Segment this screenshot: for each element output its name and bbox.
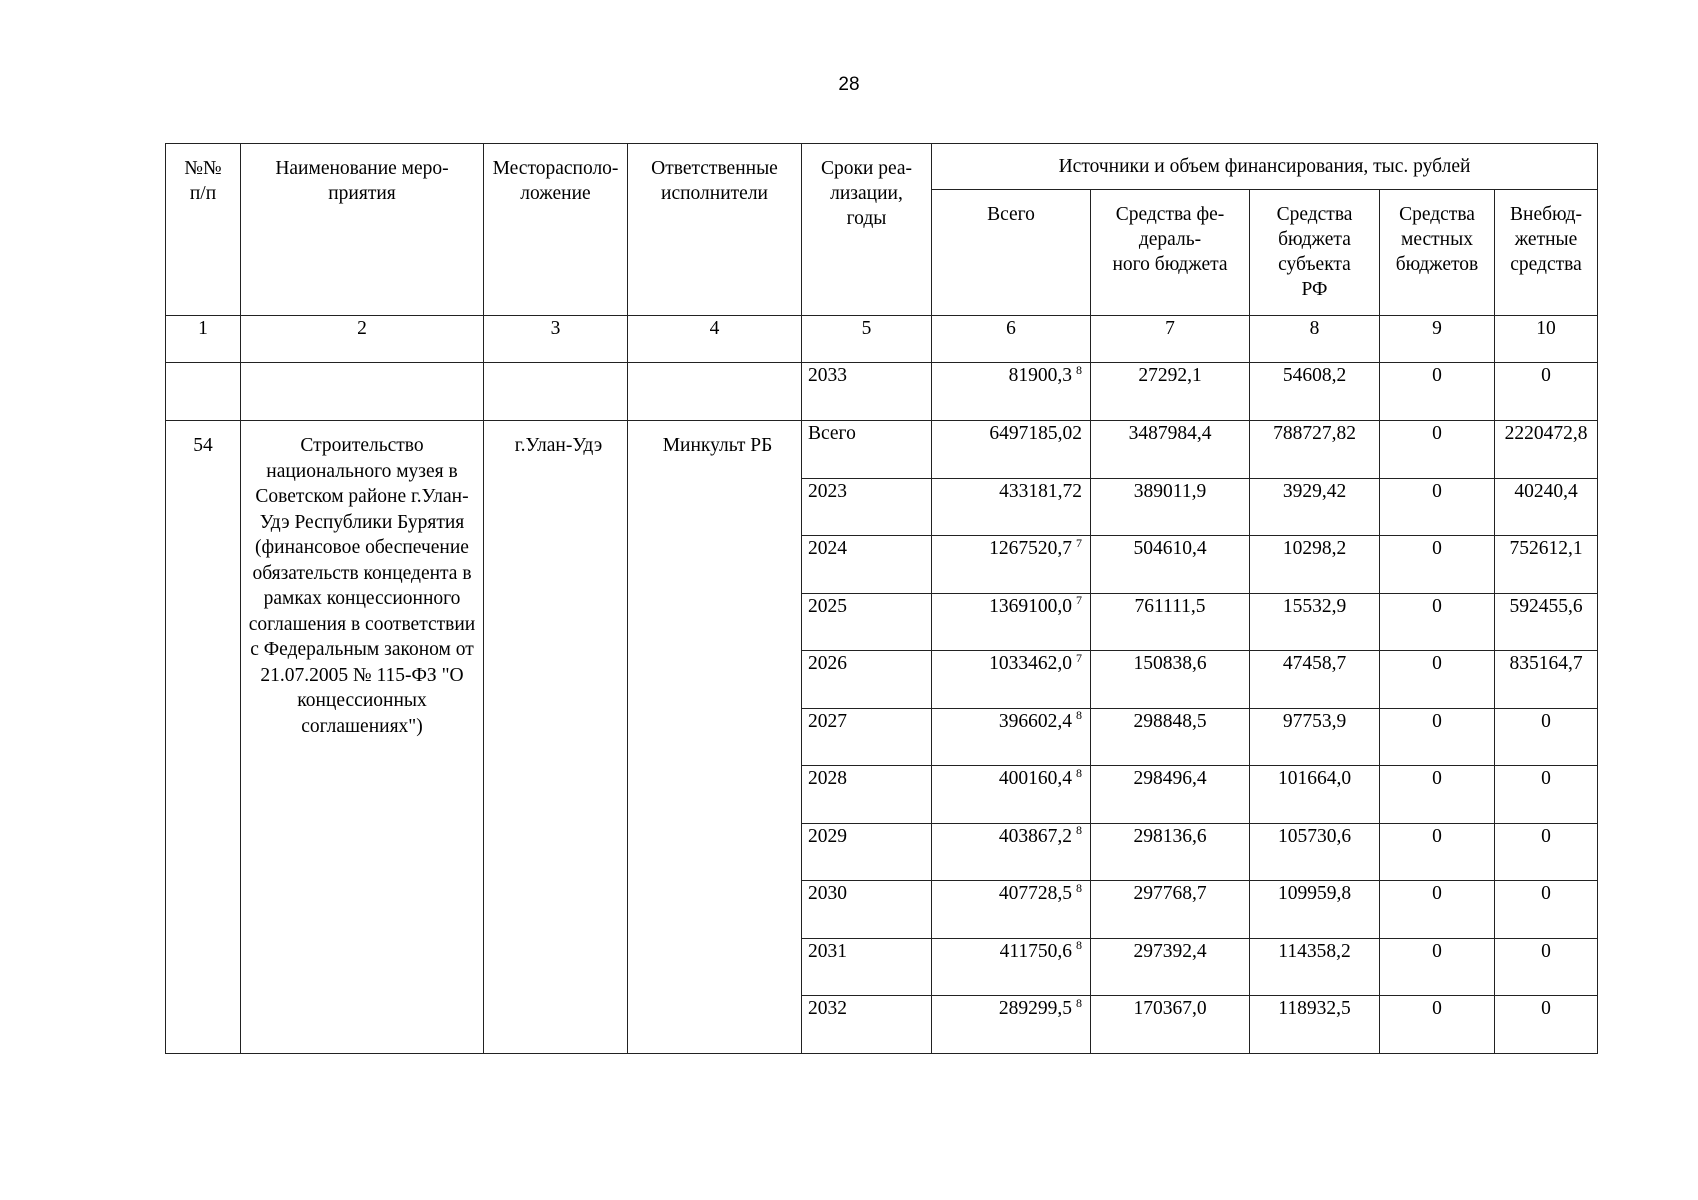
year-cell: 2030 <box>802 881 932 939</box>
item-number: 54 <box>166 421 241 1054</box>
footnote-marker: 8 <box>1076 995 1082 1010</box>
year-cell: 2027 <box>802 708 932 766</box>
column-number: 3 <box>484 316 628 363</box>
page-number: 28 <box>838 74 860 95</box>
subject-cell: 15532,9 <box>1250 593 1380 651</box>
extra-cell: 752612,1 <box>1495 536 1598 594</box>
federal-cell: 389011,9 <box>1091 478 1250 536</box>
extra-cell: 2220472,8 <box>1495 421 1598 479</box>
header-federal-line1: Средства фе- <box>1115 204 1225 225</box>
header-terms-line1: Сроки реа- <box>820 158 913 179</box>
header-location-line1: Месторасполо- <box>492 158 619 179</box>
footnote-marker: 8 <box>1076 362 1082 377</box>
year-cell: 2028 <box>802 766 932 824</box>
total-value: 403867,2 <box>998 825 1072 847</box>
column-number: 1 <box>166 316 241 363</box>
total-value: 400160,4 <box>998 768 1072 789</box>
extra-cell: 0 <box>1495 766 1598 824</box>
header-local-line2: местных <box>1401 229 1473 250</box>
subject-cell: 101664,0 <box>1250 766 1380 824</box>
footnote-marker: 8 <box>1076 765 1082 780</box>
header-local-line3: бюджетов <box>1395 254 1479 275</box>
total-cell <box>932 363 1091 421</box>
header-federal-line3: ного бюджета <box>1112 254 1228 275</box>
item-location: г.Улан-Удэ <box>484 421 628 1054</box>
total-cell <box>932 823 1091 881</box>
total-value: 289299,5 <box>998 998 1072 1019</box>
year-cell: 2026 <box>802 651 932 709</box>
local-cell: 0 <box>1380 421 1495 479</box>
extra-cell: 0 <box>1495 708 1598 766</box>
local-cell: 0 <box>1380 938 1495 996</box>
extra-cell: 0 <box>1495 363 1598 421</box>
header-extra <box>1495 190 1598 316</box>
total-cell <box>932 536 1091 594</box>
local-cell: 0 <box>1380 536 1495 594</box>
year-cell: Всего <box>802 421 932 479</box>
header-subject-line3: субъекта <box>1278 254 1351 275</box>
total-cell <box>932 881 1091 939</box>
extra-cell: 0 <box>1495 823 1598 881</box>
total-cell: 433181,72 <box>932 478 1091 536</box>
column-number: 2 <box>241 316 484 363</box>
federal-cell: 297768,7 <box>1091 881 1250 939</box>
header-sources: Источники и объем финансирования, тыс. рублей <box>932 144 1598 190</box>
local-cell: 0 <box>1380 593 1495 651</box>
federal-cell: 297392,4 <box>1091 938 1250 996</box>
total-cell <box>932 651 1091 709</box>
local-cell: 0 <box>1380 708 1495 766</box>
header-responsible-line1: Ответственные <box>651 158 778 179</box>
local-cell: 0 <box>1380 996 1495 1054</box>
header-num-line1: №№ <box>184 158 222 179</box>
year-cell: 2029 <box>802 823 932 881</box>
header-location-line2: ложение <box>520 183 591 204</box>
total-value: 1369100,0 <box>989 595 1072 617</box>
header-subject-line2: бюджета <box>1278 229 1351 250</box>
header-name-line1: Наименование меро- <box>275 158 449 179</box>
federal-cell: 298136,6 <box>1091 823 1250 881</box>
footnote-marker: 8 <box>1076 880 1082 895</box>
header-total: Всего <box>932 190 1091 316</box>
year-cell: 2031 <box>802 938 932 996</box>
column-number: 5 <box>802 316 932 363</box>
header-responsible <box>628 144 802 316</box>
federal-cell: 761111,5 <box>1091 593 1250 651</box>
subject-cell: 3929,42 <box>1250 478 1380 536</box>
local-cell: 0 <box>1380 823 1495 881</box>
header-name-line2: приятия <box>328 183 396 204</box>
header-subject <box>1250 190 1380 316</box>
local-cell: 0 <box>1380 881 1495 939</box>
header-terms <box>802 144 932 316</box>
item-responsible: Минкульт РБ <box>628 421 802 1054</box>
subject-cell: 10298,2 <box>1250 536 1380 594</box>
footnote-marker: 7 <box>1076 650 1082 665</box>
table-row <box>166 421 1598 479</box>
header-extra-line1: Внебюд- <box>1510 204 1583 225</box>
financing-table <box>165 143 1598 1054</box>
local-cell: 0 <box>1380 478 1495 536</box>
year-cell: 2033 <box>802 363 932 421</box>
header-federal <box>1091 190 1250 316</box>
extra-cell: 40240,4 <box>1495 478 1598 536</box>
total-value: 1267520,7 <box>989 538 1072 559</box>
year-cell: 2024 <box>802 536 932 594</box>
total-value: 407728,5 <box>998 883 1072 904</box>
subject-cell: 114358,2 <box>1250 938 1380 996</box>
header-terms-line2: лизации, <box>830 183 903 204</box>
total-cell <box>932 708 1091 766</box>
column-number: 7 <box>1091 316 1250 363</box>
header-name <box>241 144 484 316</box>
total-cell <box>932 996 1091 1054</box>
federal-cell: 170367,0 <box>1091 996 1250 1054</box>
column-number: 8 <box>1250 316 1380 363</box>
total-value: 411750,6 <box>999 940 1072 962</box>
subject-cell: 788727,82 <box>1250 421 1380 479</box>
footnote-marker: 8 <box>1076 823 1082 837</box>
subject-cell: 47458,7 <box>1250 651 1380 709</box>
header-federal-line2: дераль- <box>1138 229 1202 250</box>
federal-cell: 504610,4 <box>1091 536 1250 594</box>
footnote-marker: 8 <box>1076 938 1082 952</box>
federal-cell: 3487984,4 <box>1091 421 1250 479</box>
federal-cell: 298848,5 <box>1091 708 1250 766</box>
header-extra-line3: средства <box>1510 254 1582 275</box>
total-value: 396602,4 <box>998 710 1072 732</box>
extra-cell: 592455,6 <box>1495 593 1598 651</box>
column-number: 6 <box>932 316 1091 363</box>
total-cell <box>932 938 1091 996</box>
column-numbers-row <box>166 316 1598 363</box>
year-cell: 2025 <box>802 593 932 651</box>
column-number: 4 <box>628 316 802 363</box>
header-num-line2: п/п <box>189 183 217 204</box>
extra-cell: 0 <box>1495 881 1598 939</box>
total-value: 81900,3 <box>1008 365 1072 386</box>
item-name: Строительство национального музея в Советском районе г.Улан-Удэ Республики Бурятия (финансовое обеспечение обязательств концедента в рамках концессионного соглашения в соответствии с Федеральным законом от 21.07.2005 № 115-ФЗ "О концессионных соглашениях") <box>241 421 484 1054</box>
subject-cell: 105730,6 <box>1250 823 1380 881</box>
local-cell: 0 <box>1380 651 1495 709</box>
header-subject-line1: Средства <box>1276 204 1353 225</box>
header-num <box>166 144 241 316</box>
total-cell: 6497185,02 <box>932 421 1091 479</box>
footnote-marker: 7 <box>1076 535 1082 550</box>
column-number: 9 <box>1380 316 1495 363</box>
extra-cell: 0 <box>1495 996 1598 1054</box>
total-cell <box>932 766 1091 824</box>
local-cell: 0 <box>1380 363 1495 421</box>
federal-cell: 27292,1 <box>1091 363 1250 421</box>
local-cell: 0 <box>1380 766 1495 824</box>
header-subject-line4: РФ <box>1301 279 1328 300</box>
subject-cell: 97753,9 <box>1250 708 1380 766</box>
header-responsible-line2: исполнители <box>661 183 768 204</box>
column-number: 10 <box>1495 316 1598 363</box>
federal-cell: 298496,4 <box>1091 766 1250 824</box>
extra-cell: 835164,7 <box>1495 651 1598 709</box>
subject-cell: 109959,8 <box>1250 881 1380 939</box>
total-value: 1033462,0 <box>989 653 1072 674</box>
header-extra-line2: жетные <box>1514 229 1578 250</box>
total-cell <box>932 593 1091 651</box>
footnote-marker: 8 <box>1076 708 1082 722</box>
carry-row <box>166 363 1598 421</box>
header-terms-line3: годы <box>846 208 887 229</box>
year-cell: 2023 <box>802 478 932 536</box>
subject-cell: 54608,2 <box>1250 363 1380 421</box>
extra-cell: 0 <box>1495 938 1598 996</box>
subject-cell: 118932,5 <box>1250 996 1380 1054</box>
federal-cell: 150838,6 <box>1091 651 1250 709</box>
header-location <box>484 144 628 316</box>
header-local-line1: Средства <box>1399 204 1475 225</box>
footnote-marker: 7 <box>1076 593 1082 607</box>
year-cell: 2032 <box>802 996 932 1054</box>
header-local <box>1380 190 1495 316</box>
